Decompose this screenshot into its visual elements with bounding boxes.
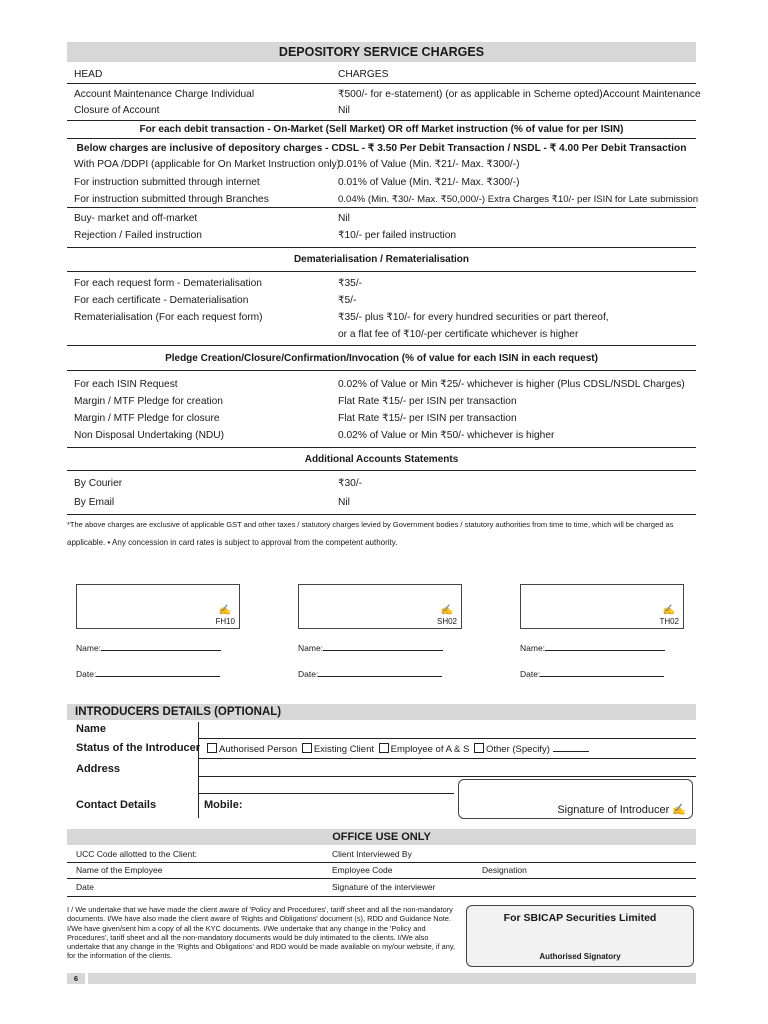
date-field[interactable] xyxy=(76,668,220,679)
date-label: Date xyxy=(76,882,94,892)
date-label: Date: xyxy=(76,669,97,679)
row-head: Closure of Account xyxy=(74,105,160,116)
row-head: Rejection / Failed instruction xyxy=(74,230,202,241)
row-charge: Flat Rate ₹15/- per ISIN per transaction xyxy=(338,396,517,407)
demat-heading: Dematerialisation / Rematerialisation xyxy=(293,254,470,265)
debit-subheading: Below charges are inclusive of depository charges - CDSL - ₹ 3.50 Per Debit Transaction / NSDL - ₹ 4.00 Per Debit Transaction xyxy=(76,143,687,154)
ucc-label: UCC Code allotted to the Client: xyxy=(76,849,197,859)
divider xyxy=(67,207,696,208)
row-charge: ₹35/- xyxy=(338,278,363,289)
divider xyxy=(67,370,696,371)
row-charge: Nil xyxy=(338,105,350,116)
date-label: Date: xyxy=(298,669,319,679)
company-signature-box[interactable] xyxy=(466,905,694,967)
signature-code: FH10 xyxy=(215,617,235,626)
row-head: With POA /DDPI (applicable for On Market Instruction only) xyxy=(74,159,341,170)
name-field[interactable] xyxy=(76,642,221,653)
row-head: Margin / MTF Pledge for closure xyxy=(74,413,220,424)
page-number: 6 xyxy=(73,974,79,983)
row-charge: ₹30/- xyxy=(338,478,363,489)
pen-icon: ✍ xyxy=(662,605,675,616)
signature-box-sh02[interactable] xyxy=(298,584,462,629)
date-label: Date: xyxy=(520,669,541,679)
address-line[interactable] xyxy=(199,776,696,777)
checkbox-authorised[interactable] xyxy=(207,743,217,753)
divider xyxy=(198,722,199,818)
option-label: Employee of A & S xyxy=(390,744,470,755)
row-charge: Nil xyxy=(338,213,350,224)
name-label: Name: xyxy=(76,643,102,653)
contact-details-label: Contact Details xyxy=(76,799,157,811)
row-head: For each certificate - Dematerialisation xyxy=(74,295,249,306)
date-field[interactable] xyxy=(520,668,664,679)
introducer-status-label: Status of the Introducer xyxy=(76,742,201,754)
statements-heading: Additional Accounts Statements xyxy=(304,454,459,465)
divider xyxy=(67,447,696,448)
declaration-text: I / We undertake that we have made the client aware of 'Policy and Procedures', tariff sheet and all the non-mandatory documents. I/We have also made the client aware of 'Rights and Obligations' document (s), RDD and Guidance Note. I/We have given/sent him a copy of all the KYC documents. I/We undertake that any change in the 'Policy and Procedures', tariff sheet and all the non-mandatory documents would be duly intimated to the clients. I/We also undertake that any change in the 'Rights and Obligations' and RDD would be made available on my/our website, if any, for the information of the clients. xyxy=(67,905,456,961)
pen-icon: ✍ xyxy=(218,605,231,616)
row-charge: 0.02% of Value or Min ₹25/- whichever is higher (Plus CDSL/NSDL Charges) xyxy=(338,379,685,390)
employee-code-label: Employee Code xyxy=(332,865,393,875)
divider xyxy=(67,271,696,272)
introducer-address-label: Address xyxy=(76,763,121,775)
row-charge: Flat Rate ₹15/- per ISIN per transaction xyxy=(338,413,517,424)
option-label: Authorised Person xyxy=(219,744,298,755)
address-line[interactable] xyxy=(199,793,454,794)
divider xyxy=(67,896,696,897)
divider xyxy=(67,83,696,84)
row-charge: 0.01% of Value (Min. ₹21/- Max. ₹300/-) xyxy=(338,159,520,170)
divider xyxy=(67,878,696,879)
pledge-heading: Pledge Creation/Closure/Confirmation/Invocation (% of value for each ISIN in each request) xyxy=(165,353,598,364)
signature-interviewer-label: Signature of the interviewer xyxy=(332,882,436,892)
title-bar xyxy=(67,42,696,62)
authorised-signatory-label: Authorised Signatory xyxy=(539,952,621,961)
divider xyxy=(67,470,696,471)
row-head: Margin / MTF Pledge for creation xyxy=(74,396,223,407)
divider xyxy=(67,138,696,139)
divider xyxy=(67,862,696,863)
introducer-signature-label: Signature of Introducer ✍ xyxy=(557,804,686,816)
name-field[interactable] xyxy=(520,642,665,653)
checkbox-employee[interactable] xyxy=(379,743,389,753)
row-charge: ₹10/- per failed instruction xyxy=(338,230,457,241)
signature-box-th02[interactable] xyxy=(520,584,684,629)
checkbox-other[interactable] xyxy=(474,743,484,753)
row-head: Account Maintenance Charge Individual xyxy=(74,89,255,100)
office-heading: OFFICE USE ONLY xyxy=(332,831,431,843)
office-bar xyxy=(67,829,696,845)
name-label: Name: xyxy=(298,643,324,653)
divider xyxy=(67,120,696,121)
row-head: For instruction submitted through internet xyxy=(74,177,260,188)
row-head: For each ISIN Request xyxy=(74,379,178,390)
signature-code: SH02 xyxy=(436,617,457,626)
option-label: Existing Client xyxy=(313,744,375,755)
row-head: For instruction submitted through Branches xyxy=(74,194,269,205)
footnote: applicable. • Any concession in card rates is subject to approval from the competent authority. xyxy=(67,538,398,547)
row-head: By Email xyxy=(74,497,115,508)
name-label: Name: xyxy=(520,643,546,653)
introducer-signature-box[interactable] xyxy=(458,779,693,819)
option-label: Other (Specify) xyxy=(485,744,550,755)
row-charge: ₹5/- xyxy=(338,295,357,306)
designation-label: Designation xyxy=(482,865,527,875)
divider xyxy=(67,345,696,346)
row-charge: ₹500/- for e-statement) (or as applicable in Scheme opted)Account Maintenance xyxy=(338,89,701,100)
row-head: By Courier xyxy=(74,478,123,489)
status-options xyxy=(205,743,589,755)
row-charge: or a flat fee of ₹10/-per certificate whichever is higher xyxy=(338,329,579,340)
page-number-box xyxy=(67,973,85,984)
debit-heading: For each debit transaction - On-Market (Sell Market) OR off Market instruction (% of value for per ISIN) xyxy=(139,124,624,135)
row-head: Rematerialisation (For each request form) xyxy=(74,312,263,323)
row-charge: Nil xyxy=(338,497,350,508)
charges-column-label: CHARGES xyxy=(338,69,389,80)
pen-icon: ✍ xyxy=(440,605,453,616)
row-charge: 0.01% of Value (Min. ₹21/- Max. ₹300/-) xyxy=(338,177,520,188)
company-name: For SBICAP Securities Limited xyxy=(503,912,657,924)
head-column-label: HEAD xyxy=(74,69,103,80)
mobile-label: Mobile: xyxy=(204,799,243,811)
page-title: DEPOSITORY SERVICE CHARGES xyxy=(278,45,485,59)
status-line xyxy=(199,758,696,759)
footer-bar xyxy=(88,973,696,984)
pen-icon: ✍ xyxy=(672,804,686,816)
footnote: *The above charges are exclusive of applicable GST and other taxes / statutory charges levied by Government bodies / statutory authorities from time to time, which will be charged as xyxy=(67,520,674,529)
introducer-heading: INTRODUCERS DETAILS (OPTIONAL) xyxy=(75,706,282,718)
signature-box-fh10[interactable] xyxy=(76,584,240,629)
divider xyxy=(67,247,696,248)
signature-code: TH02 xyxy=(659,617,679,626)
name-field[interactable] xyxy=(298,642,443,653)
row-head: Buy- market and off-market xyxy=(74,213,198,224)
row-charge: ₹35/- plus ₹10/- for every hundred securities or part thereof, xyxy=(338,312,609,323)
introducer-name-label: Name xyxy=(76,723,106,735)
name-line[interactable] xyxy=(199,738,696,739)
employee-name-label: Name of the Employee xyxy=(76,865,163,875)
row-charge: 0.02% of Value or Min ₹50/- whichever is higher xyxy=(338,430,555,441)
checkbox-existing-client[interactable] xyxy=(302,743,312,753)
interviewed-label: Client Interviewed By xyxy=(332,849,412,859)
date-field[interactable] xyxy=(298,668,442,679)
divider xyxy=(67,514,696,515)
row-charge: 0.04% (Min. ₹30/- Max. ₹50,000/-) Extra Charges ₹10/- per ISIN for Late submission xyxy=(338,194,699,205)
introducer-bar xyxy=(67,704,696,720)
row-head: For each request form - Dematerialisation xyxy=(74,278,262,289)
row-head: Non Disposal Undertaking (NDU) xyxy=(74,430,225,441)
